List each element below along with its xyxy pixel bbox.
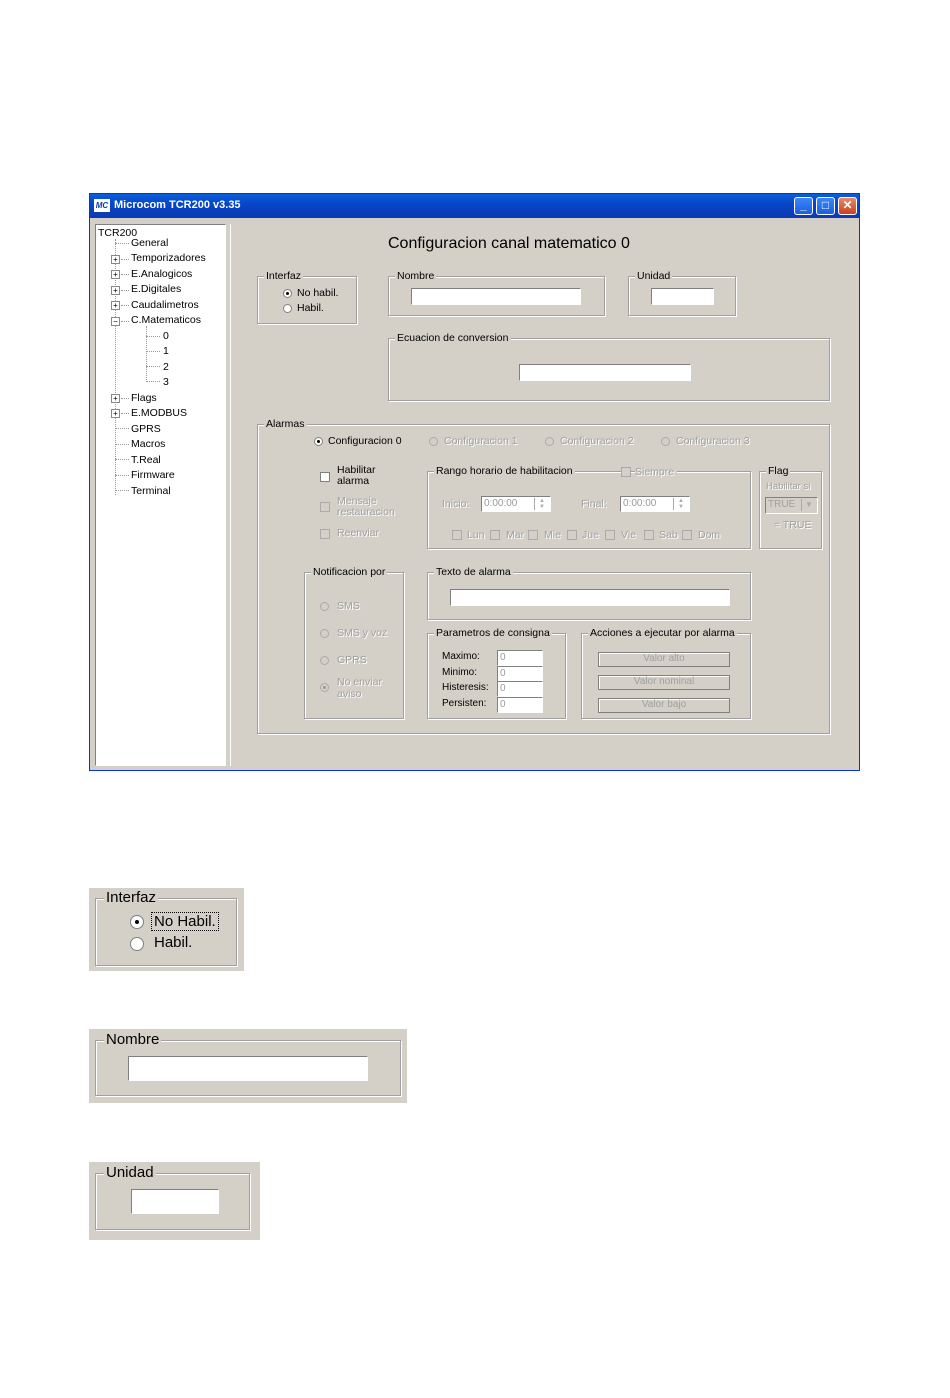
minimo-label: Minimo: [442,667,478,678]
page-title: Configuracion canal matematico 0 [388,235,630,252]
title-bar[interactable] [90,194,859,218]
zoom-nombre-input[interactable] [128,1056,368,1081]
zoom-habil-radio[interactable] [130,937,144,951]
tree-item-t-real[interactable]: T.Real [131,454,161,466]
config-panel [230,224,855,766]
app-logo-icon: MC [95,201,109,210]
notif-no-enviar-label: No enviar aviso [337,676,382,700]
tree-item-e-modbus[interactable]: E.MODBUS [131,407,188,419]
day-dom-label: Dom [698,529,721,541]
interfaz-no-habil-radio[interactable] [283,289,292,298]
tree-item-gprs[interactable]: GPRS [131,423,161,435]
habilitar-alarma-checkbox[interactable] [320,472,330,482]
notif-gprs-radio[interactable] [320,656,329,665]
reenviar-checkbox[interactable] [320,529,330,539]
minimo-input[interactable]: 0 [497,666,543,682]
config-3-radio[interactable] [661,437,670,446]
config-1-radio[interactable] [429,437,438,446]
tree-item-general[interactable]: General [131,237,169,249]
persisten-label: Persisten: [442,698,487,709]
texto-alarma-legend: Texto de alarma [436,566,511,578]
zoom-nombre-crop [89,1029,407,1103]
expand-icon[interactable]: + [111,301,120,310]
minimize-button[interactable]: _ [794,197,813,215]
unidad-input[interactable] [651,288,714,305]
day-lun-checkbox[interactable] [452,530,462,540]
final-time-input[interactable] [620,496,690,512]
notif-sms-radio[interactable] [320,602,329,611]
tree-item-caudalimetros[interactable]: Caudalimetros [131,299,199,311]
flag-group [759,465,822,549]
day-sab-checkbox[interactable] [644,530,654,540]
collapse-icon[interactable]: − [111,317,120,326]
nombre-group [388,270,605,316]
notif-no-enviar-radio[interactable] [320,683,329,692]
day-sab-label: Sab [659,529,678,541]
window-title: Microcom TCR200 v3.35 [114,199,241,211]
rango-horario-group [427,465,751,549]
acciones-legend: Acciones a ejecutar por alarma [590,627,735,639]
siempre-label: Siempre [635,466,677,478]
config-2-label: Configuracion 2 [560,435,634,447]
valor-bajo-button[interactable]: Valor bajo [598,698,730,713]
tree-item-c-matematicos[interactable]: C.Matematicos [131,314,202,326]
config-3-label: Configuracion 3 [676,435,750,447]
siempre-checkbox[interactable] [621,467,631,477]
zoom-habil-label: Habil. [154,934,193,951]
flag-equals-label: = TRUE [774,519,812,531]
nombre-input[interactable] [411,288,581,305]
tree-item-channel-2[interactable]: 2 [163,361,169,373]
flag-select[interactable] [765,497,818,514]
mensaje-restauracion-checkbox[interactable] [320,502,330,512]
final-time-value: 0:00:00 [623,498,657,509]
tree-item-channel-0[interactable]: 0 [163,330,169,342]
day-dom-checkbox[interactable] [682,530,692,540]
zoom-interfaz-group [95,889,237,966]
persisten-input[interactable]: 0 [497,697,543,713]
habilitar-alarma-label: Habilitar alarma [337,464,376,487]
unidad-group [628,270,736,316]
histeresis-label: Histeresis: [442,682,489,693]
notif-sms-voz-radio[interactable] [320,629,329,638]
day-mie-checkbox[interactable] [528,530,538,540]
zoom-unidad-group [95,1164,250,1230]
alarmas-legend: Alarmas [266,418,305,430]
zoom-unidad-legend: Unidad [106,1164,154,1181]
valor-nominal-button[interactable]: Valor nominal [598,675,730,690]
navigation-tree[interactable] [95,224,226,766]
day-jue-label: Jue [582,529,599,541]
close-button[interactable]: ✕ [838,197,857,215]
spinner-icon[interactable]: ▲ ▼ [673,498,688,510]
ecuacion-legend: Ecuacion de conversion [397,332,509,344]
day-mie-label: Mie [544,529,561,541]
ecuacion-group [388,332,830,401]
tree-item-channel-3[interactable]: 3 [163,376,169,388]
config-0-radio[interactable] [314,437,323,446]
tree-item-e-digitales[interactable]: E.Digitales [131,283,182,295]
zoom-no-habil-radio[interactable] [130,915,144,929]
rango-horario-legend: Rango horario de habilitacion [436,465,573,477]
expand-icon[interactable]: + [111,286,120,295]
maximo-label: Maximo: [442,651,480,662]
zoom-nombre-legend: Nombre [106,1031,160,1048]
zoom-unidad-input[interactable] [131,1189,219,1214]
tree-item-flags[interactable]: Flags [131,392,157,404]
zoom-no-habil-label: No Habil. [151,912,219,931]
maximo-input[interactable]: 0 [497,650,543,666]
flag-legend: Flag [768,465,789,477]
zoom-interfaz-legend: Interfaz [106,889,157,906]
interfaz-habil-label: Habil. [297,302,324,314]
chevron-down-icon[interactable]: ▼ [801,499,816,511]
tree-root[interactable]: TCR200 [98,227,138,239]
final-label: Final: [581,498,607,510]
inicio-time-input[interactable] [481,496,551,512]
parametros-group [427,627,566,719]
mensaje-restauracion-label: Mensaje restauracion [337,495,395,518]
inicio-label: Inicio: [442,498,470,510]
day-mar-checkbox[interactable] [490,530,500,540]
tree-item-channel-1[interactable]: 1 [163,345,169,357]
zoom-nombre-group [95,1031,401,1096]
config-2-radio[interactable] [545,437,554,446]
day-vie-label: Vie [621,529,636,541]
notif-sms-voz-label: SMS y voz [337,627,388,639]
unidad-legend: Unidad [637,270,671,282]
nombre-legend: Nombre [397,270,435,282]
alarmas-group [257,418,830,734]
notificacion-legend: Notificacion por [313,566,386,578]
notif-sms-label: SMS [337,600,360,612]
tree-item-temporizadores[interactable]: Temporizadores [131,252,206,264]
expand-icon[interactable]: + [111,394,120,403]
tree-item-macros[interactable]: Macros [131,438,166,450]
spinner-icon[interactable]: ▲ ▼ [534,498,549,510]
expand-icon[interactable]: + [111,255,120,264]
app-window [89,193,860,771]
tree-item-terminal[interactable]: Terminal [131,485,171,497]
expand-icon[interactable]: + [111,270,120,279]
interfaz-habil-radio[interactable] [283,304,292,313]
interfaz-legend: Interfaz [266,270,302,282]
tree-item-firmware[interactable]: Firmware [131,469,175,481]
interfaz-no-habil-label: No habil. [297,287,339,299]
notif-gprs-label: GPRS [337,654,367,666]
zoom-unidad-crop [89,1162,260,1240]
flag-select-value: TRUE [768,499,796,510]
config-0-label: Configuracion 0 [328,435,402,447]
texto-alarma-input[interactable] [450,589,730,606]
day-lun-label: Lun [467,529,485,541]
habilitar-si-label: Habilitar si [766,481,811,492]
tree-item-e-analogicos[interactable]: E.Analogicos [131,268,193,280]
day-jue-checkbox[interactable] [567,530,577,540]
reenviar-label: Reenviar [337,527,380,539]
histeresis-input[interactable]: 0 [497,681,543,697]
texto-alarma-group [427,566,751,620]
interfaz-group [257,270,357,324]
inicio-time-value: 0:00:00 [484,498,518,509]
expand-icon[interactable]: + [111,409,120,418]
ecuacion-input[interactable] [519,364,691,381]
valor-alto-button[interactable]: Valor alto [598,652,730,667]
parametros-legend: Parametros de consigna [436,627,550,639]
acciones-group [581,627,751,719]
day-vie-checkbox[interactable] [605,530,615,540]
maximize-button[interactable]: □ [816,197,835,215]
config-1-label: Configuracion 1 [444,435,518,447]
zoom-interfaz-crop [89,888,244,971]
notificacion-group [304,566,404,719]
day-mar-label: Mar [506,529,525,541]
